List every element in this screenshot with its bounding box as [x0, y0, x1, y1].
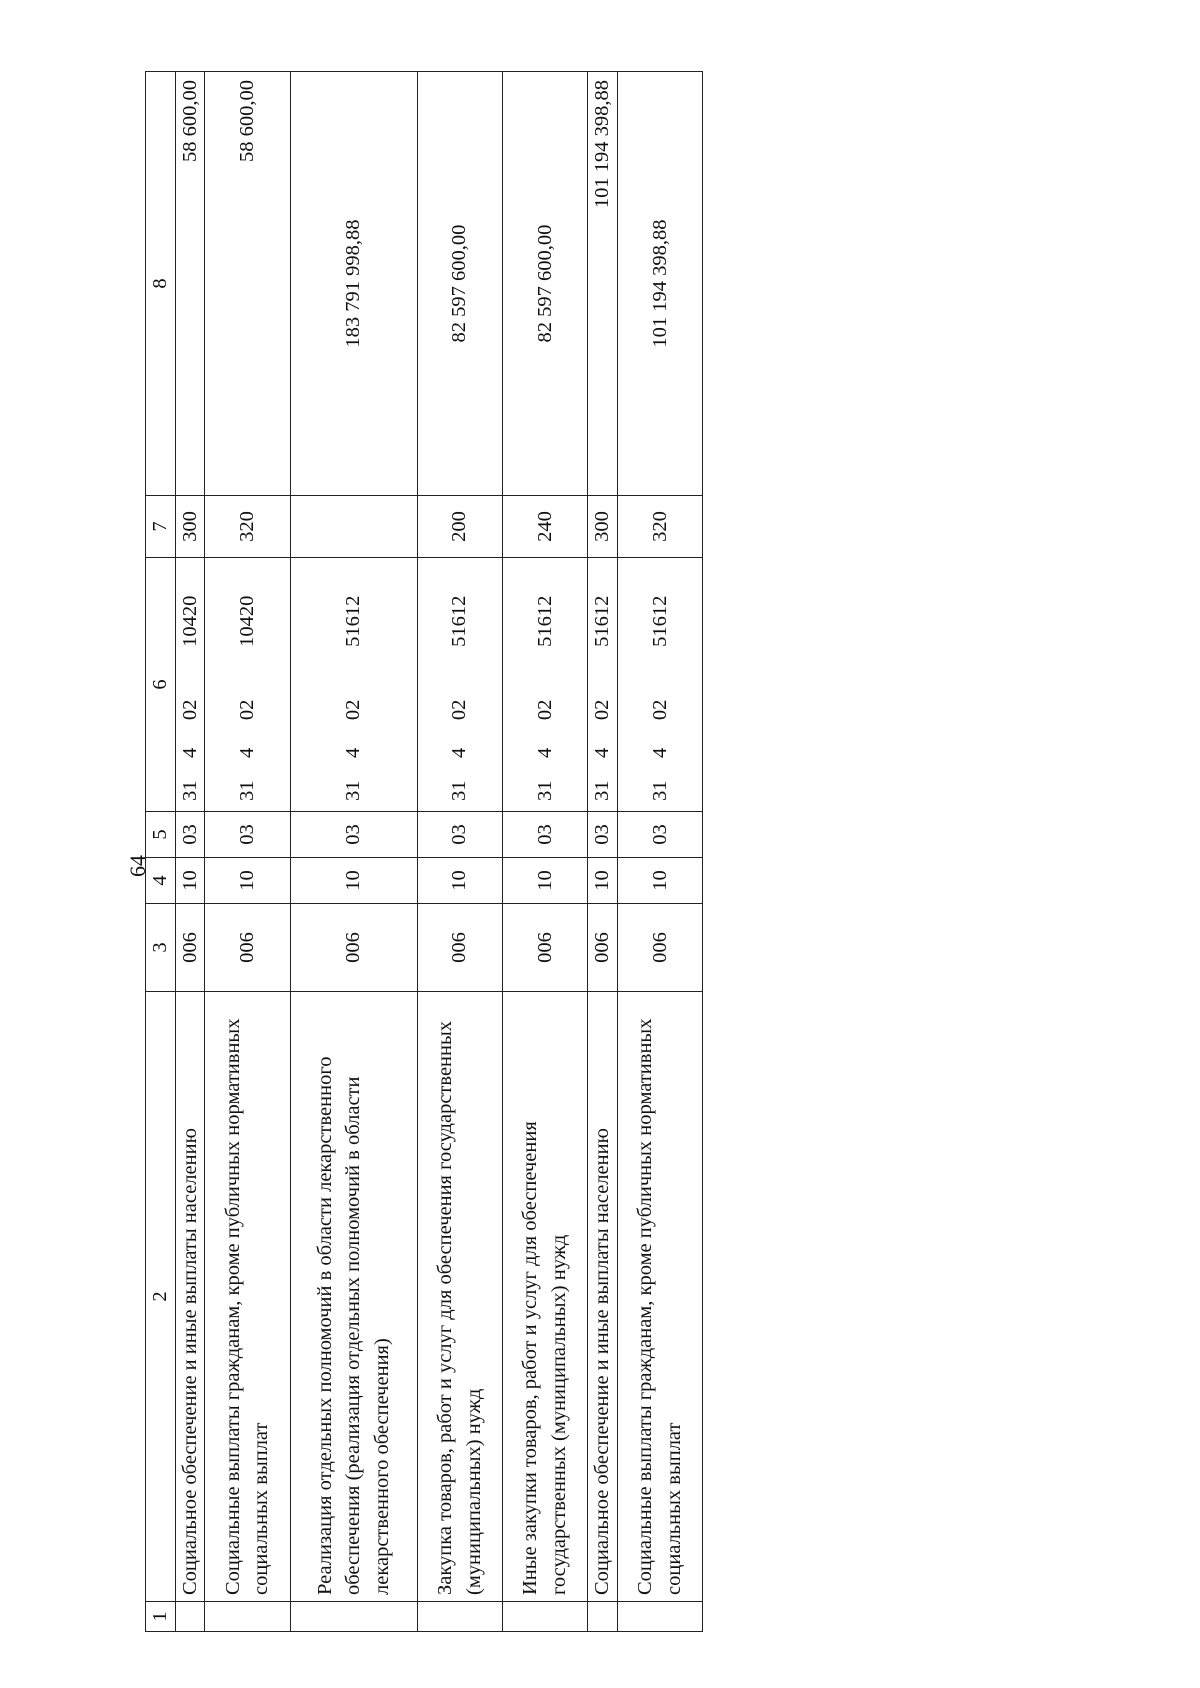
code-6-d: 51612 — [648, 595, 671, 647]
code-4: 10 — [175, 858, 205, 904]
code-7 — [290, 496, 417, 558]
code-6-b: 4 — [533, 747, 556, 758]
code-6-a: 31 — [236, 780, 259, 802]
code-7: 300 — [175, 496, 205, 558]
column-header: 6 — [146, 558, 176, 812]
code-6-d: 51612 — [591, 595, 614, 647]
code-6-c: 02 — [533, 699, 556, 721]
amount: 58 600,00 — [175, 72, 205, 496]
column-header: 8 — [146, 72, 176, 496]
code-4: 10 — [417, 858, 502, 904]
code-6-b: 4 — [648, 747, 671, 758]
table-row — [205, 72, 290, 1632]
table-row — [588, 72, 618, 1632]
amount: 82 597 600,00 — [417, 72, 502, 496]
row-number-cell — [588, 1602, 618, 1632]
code-6 — [417, 558, 502, 812]
column-header: 3 — [146, 904, 176, 992]
code-5: 03 — [205, 812, 290, 858]
code-6-b: 4 — [591, 747, 614, 758]
code-4: 10 — [502, 858, 587, 904]
code-6-c: 02 — [648, 699, 671, 721]
column-header: 1 — [146, 1602, 176, 1632]
code-6-b: 4 — [236, 747, 259, 758]
code-6 — [617, 558, 702, 812]
code-6-a: 31 — [448, 780, 471, 802]
row-number-cell — [290, 1602, 417, 1632]
table-row — [417, 72, 502, 1632]
code-6 — [175, 558, 205, 812]
rotated-table-wrapper — [145, 72, 703, 1632]
row-name: Социальные выплаты гражданам, кроме публичных нормативных социальных выплат — [617, 992, 702, 1602]
code-6 — [588, 558, 618, 812]
row-name: Закупка товаров, работ и услуг для обеспечения государственных (муниципальных) нужд — [417, 992, 502, 1602]
table-row — [290, 72, 417, 1632]
row-number-cell — [617, 1602, 702, 1632]
code-6-d: 51612 — [533, 595, 556, 647]
row-number-cell — [417, 1602, 502, 1632]
row-number-cell — [502, 1602, 587, 1632]
row-number-cell — [175, 1602, 205, 1632]
code-6-c: 02 — [178, 699, 201, 721]
code-6-a: 31 — [591, 780, 614, 802]
column-header: 7 — [146, 496, 176, 558]
amount: 82 597 600,00 — [502, 72, 587, 496]
code-6-b: 4 — [178, 747, 201, 758]
code-6-a: 31 — [178, 780, 201, 802]
code-3: 006 — [205, 904, 290, 992]
code-6-c: 02 — [591, 699, 614, 721]
header-row — [146, 72, 176, 1632]
code-6-a: 31 — [533, 780, 556, 802]
row-name: Реализация отдельных полномочий в области лекарственного обеспечения (реализация отдельных полномочий в области лекарственного обеспечения) — [290, 992, 417, 1602]
amount: 101 194 398,88 — [617, 72, 702, 496]
code-6-d: 51612 — [448, 595, 471, 647]
row-number-cell — [205, 1602, 290, 1632]
table-row — [617, 72, 702, 1632]
code-5: 03 — [290, 812, 417, 858]
row-name: Социальные выплаты гражданам, кроме публичных нормативных социальных выплат — [205, 992, 290, 1602]
code-3: 006 — [175, 904, 205, 992]
code-5: 03 — [588, 812, 618, 858]
code-6-c: 02 — [448, 699, 471, 721]
code-6-c: 02 — [342, 699, 365, 721]
code-6-d: 51612 — [342, 595, 365, 647]
code-6-d: 10420 — [178, 595, 201, 647]
row-name: Иные закупки товаров, работ и услуг для обеспечения государственных (муниципальных) нужд — [502, 992, 587, 1602]
amount: 58 600,00 — [205, 72, 290, 496]
row-name: Социальное обеспечение и иные выплаты населению — [175, 992, 205, 1602]
code-7: 300 — [588, 496, 618, 558]
code-3: 006 — [502, 904, 587, 992]
code-6 — [205, 558, 290, 812]
code-6-a: 31 — [342, 780, 365, 802]
code-7: 320 — [617, 496, 702, 558]
code-6-b: 4 — [448, 747, 471, 758]
budget-table — [145, 71, 703, 1632]
code-7: 200 — [417, 496, 502, 558]
code-4: 10 — [290, 858, 417, 904]
code-4: 10 — [205, 858, 290, 904]
amount: 101 194 398,88 — [588, 72, 618, 496]
code-6-d: 10420 — [236, 595, 259, 647]
code-7: 320 — [205, 496, 290, 558]
code-7: 240 — [502, 496, 587, 558]
table-row — [175, 72, 205, 1632]
code-3: 006 — [417, 904, 502, 992]
column-header: 2 — [146, 992, 176, 1602]
code-4: 10 — [588, 858, 618, 904]
code-6 — [502, 558, 587, 812]
code-3: 006 — [617, 904, 702, 992]
column-header: 4 — [146, 858, 176, 904]
code-5: 03 — [417, 812, 502, 858]
code-5: 03 — [617, 812, 702, 858]
code-5: 03 — [175, 812, 205, 858]
code-6 — [290, 558, 417, 812]
code-6-a: 31 — [648, 780, 671, 802]
code-4: 10 — [617, 858, 702, 904]
column-header: 5 — [146, 812, 176, 858]
code-6-c: 02 — [236, 699, 259, 721]
row-name: Социальное обеспечение и иные выплаты населению — [588, 992, 618, 1602]
code-3: 006 — [290, 904, 417, 992]
table-row — [502, 72, 587, 1632]
code-3: 006 — [588, 904, 618, 992]
code-6-b: 4 — [342, 747, 365, 758]
amount: 183 791 998,88 — [290, 72, 417, 496]
page-number: 64 — [125, 855, 150, 877]
code-5: 03 — [502, 812, 587, 858]
